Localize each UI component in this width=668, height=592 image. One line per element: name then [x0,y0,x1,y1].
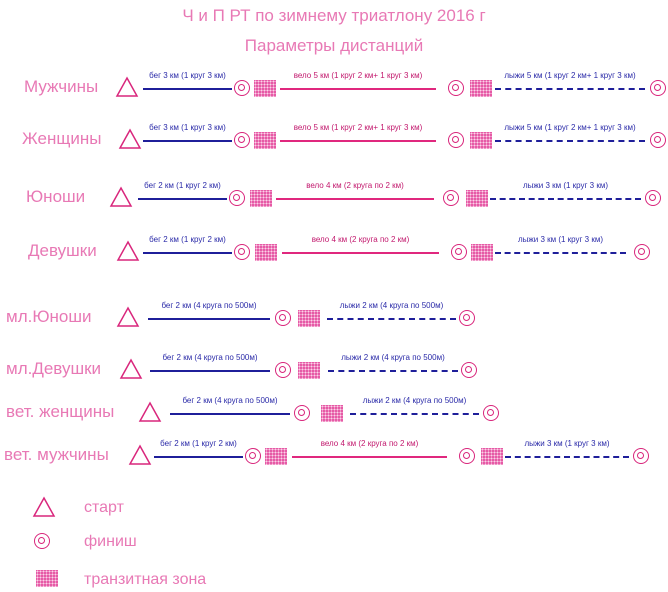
start-icon [139,402,161,422]
bike-distance-label: вело 4 км (2 круга по 2 км) [311,235,410,244]
transit-zone-icon [471,244,493,261]
run-segment-line [154,456,243,458]
ski-segment-line [350,413,479,415]
ski-segment-line [495,140,645,142]
finish-icon [275,310,291,326]
bike-distance-label: вело 4 км (2 круга по 2 км) [320,439,419,448]
bike-distance-label: вело 5 км (1 круг 2 км+ 1 круг 3 км) [293,71,423,80]
bike-segment-line [276,198,434,200]
finish-icon [650,80,666,96]
run-segment-line [148,318,270,320]
transit-zone-icon [481,448,503,465]
transit-zone-icon [254,80,276,97]
category-label: Юноши [26,187,86,206]
page-title: Ч и П РТ по зимнему триатлону 2016 г [182,6,486,25]
start-icon [129,445,151,465]
category-label: мл.Юноши [6,307,92,326]
run-segment-line [143,88,232,90]
category-label: мл.Девушки [6,359,102,378]
run-segment-line [170,413,290,415]
start-icon [110,187,132,207]
run-distance-label: бег 2 км (1 круг 2 км) [144,181,221,190]
run-distance-label: бег 3 км (1 круг 3 км) [149,71,226,80]
page-subtitle: Параметры дистанций [244,36,424,55]
start-icon [116,77,138,97]
finish-icon [459,448,475,464]
run-segment-line [150,370,270,372]
transit-zone-icon [298,362,320,379]
ski-segment-line [495,252,626,254]
finish-icon [234,80,250,96]
run-distance-label: бег 2 км (1 круг 2 км) [149,235,226,244]
transit-zone-icon [466,190,488,207]
ski-distance-label: лыжи 2 км (4 круга по 500м) [362,396,467,405]
ski-distance-label: лыжи 2 км (4 круга по 500м) [341,353,445,362]
finish-icon [443,190,459,206]
finish-icon [234,244,250,260]
finish-icon [483,405,499,421]
run-distance-label: бег 2 км (4 круга по 500м) [162,353,258,362]
bike-segment-line [282,252,439,254]
ski-distance-label: лыжи 5 км (1 круг 2 км+ 1 круг 3 км) [504,71,636,80]
legend-start-label: старт [84,499,124,516]
legend-start-icon [33,497,55,517]
category-label: Мужчины [24,77,99,96]
ski-segment-line [327,318,456,320]
finish-icon [633,448,649,464]
transit-zone-icon [470,80,492,97]
run-distance-label: бег 2 км (4 круга по 500м) [161,301,257,310]
transit-zone-icon [321,405,343,422]
transit-zone-icon [298,310,320,327]
legend-finish-icon [34,533,50,549]
ski-distance-label: лыжи 3 км (1 круг 3 км) [517,235,604,244]
run-distance-label: бег 3 км (1 круг 3 км) [149,123,226,132]
finish-icon [645,190,661,206]
legend-finish-label: финиш [84,533,137,550]
finish-icon [294,405,310,421]
finish-icon [459,310,475,326]
finish-icon [634,244,650,260]
category-label: вет. мужчины [4,445,109,464]
finish-icon [229,190,245,206]
category-label: вет. женщины [6,402,115,421]
category-label: Женщины [22,129,102,148]
transit-zone-icon [470,132,492,149]
finish-icon [234,132,250,148]
ski-segment-line [495,88,645,90]
finish-icon [451,244,467,260]
bike-distance-label: вело 5 км (1 круг 2 км+ 1 круг 3 км) [293,123,423,132]
run-segment-line [143,252,232,254]
start-icon [120,359,142,379]
bike-segment-line [292,456,447,458]
ski-distance-label: лыжи 3 км (1 круг 3 км) [522,181,609,190]
category-label: Девушки [28,241,97,260]
ski-segment-line [505,456,629,458]
legend-transit-label: транзитная зона [84,571,207,588]
ski-distance-label: лыжи 5 км (1 круг 2 км+ 1 круг 3 км) [504,123,636,132]
run-segment-line [143,140,232,142]
ski-distance-label: лыжи 3 км (1 круг 3 км) [524,439,610,448]
transit-zone-icon [250,190,272,207]
legend-transit-icon [36,570,58,587]
finish-icon [448,80,464,96]
finish-icon [650,132,666,148]
ski-segment-line [328,370,458,372]
run-distance-label: бег 2 км (1 круг 2 км) [160,439,237,448]
bike-segment-line [280,140,436,142]
ski-segment-line [490,198,641,200]
run-segment-line [138,198,227,200]
bike-segment-line [280,88,436,90]
finish-icon [245,448,261,464]
bike-distance-label: вело 4 км (2 круга по 2 км) [306,181,404,190]
start-icon [119,129,141,149]
finish-icon [448,132,464,148]
start-icon [117,241,139,261]
finish-icon [275,362,291,378]
ski-distance-label: лыжи 2 км (4 круга по 500м) [339,301,444,310]
run-distance-label: бег 2 км (4 круга по 500м) [182,396,278,405]
transit-zone-icon [254,132,276,149]
start-icon [117,307,139,327]
transit-zone-icon [265,448,287,465]
finish-icon [461,362,477,378]
transit-zone-icon [255,244,277,261]
